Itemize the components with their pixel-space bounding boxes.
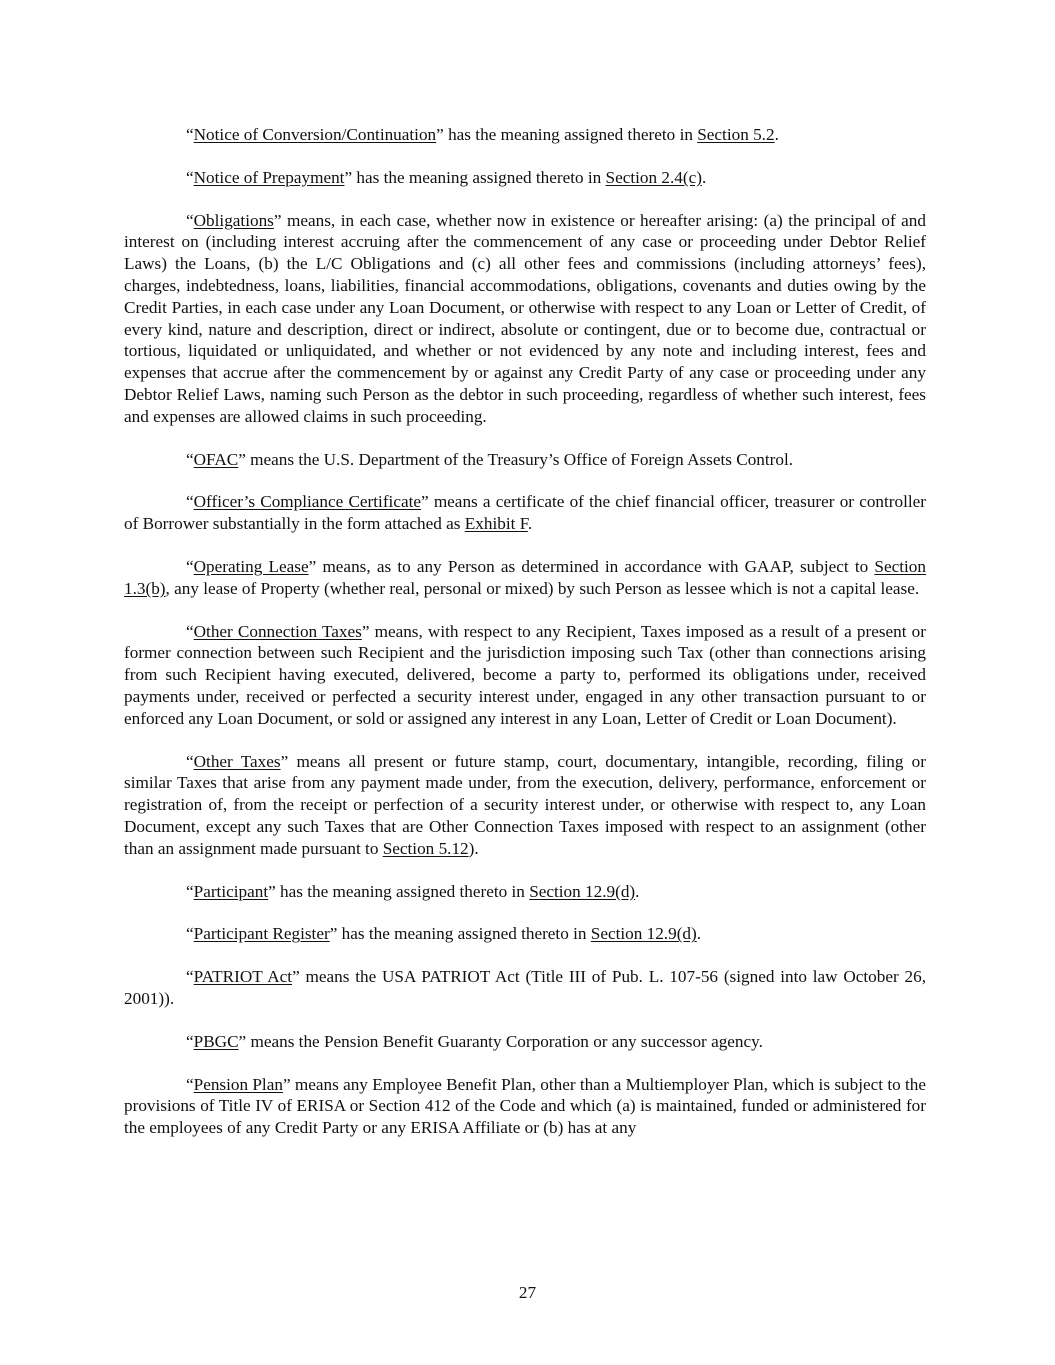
definition-paragraph: “PATRIOT Act” means the USA PATRIOT Act (Title III of Pub. L. 107-56 (signed into law October 26, 2001)). — [124, 967, 926, 1008]
definition-text: ” means, with respect to any Recipient, Taxes imposed as a result of a present or former connection between such Recipient and the jurisdiction imposing such Tax (other than connections arising from such Recipient having executed, delivered, become a party to, performed its obligations under, received payments under, received or perfected a security interest under, engaged in any other transaction pursuant to or enforced any Loan Document, or sold or assigned any interest in any Loan, Letter of Credit or Loan Document). — [124, 621, 926, 728]
cross-reference: Section 5.2 — [697, 125, 775, 144]
defined-term: Other Connection Taxes — [193, 621, 362, 641]
definition-text: ” has the meaning assigned thereto in — [268, 881, 530, 901]
defined-term: Obligations — [193, 210, 274, 230]
definition-text: ” means the USA PATRIOT Act (Title III of Pub. L. 107-56 (signed into law October 26, 2001)). — [124, 967, 926, 1008]
definition-text: ” has the meaning assigned thereto in — [344, 167, 606, 187]
definition-paragraph: “PBGC” means the Pension Benefit Guaranty Corporation or any successor agency. — [186, 1031, 763, 1051]
page-number: 27 — [518, 1283, 537, 1302]
definition-paragraph: “Other Connection Taxes” means, with respect to any Recipient, Taxes imposed as a result of a present or former connection between such Recipient and the jurisdiction imposing such Tax (other than connections arising from such Recipient having executed, delivered, become a party to, performed its obligations under, received payments under, received or perfected a security interest under, engaged in any other transaction pursuant to or enforced any Loan Document, or sold or assigned any interest in any Loan, Letter of Credit or Loan Document). — [124, 621, 926, 728]
cross-reference: Section 1.3(b) — [124, 556, 926, 598]
definition-text: ” means, in each case, whether now in existence or hereafter arising: (a) the principal of and interest on (including interest accruing after the commencement of any case or proceeding under Debtor Relief Laws) the Loans, (b) the L/C Obligations and (c) all other fees and commissions (including attorneys’ fees), charges, indebtedness, loans, liabilities, financial accommodations, obligations, covenants and duties owing by the Credit Parties, in each case under any Loan Document, or otherwise with respect to any Loan or Letter of Credit, of every kind, nature and description, direct or indirect, absolute or contingent, due or to become due, contractual or tortious, liquidated or unliquidated, and whether or not evidenced by any note and including interest, fees and expenses that accrue after the commencement by or against any Credit Party of any case or proceeding under any Debtor Relief Laws, naming such Person as the debtor in such proceeding, regardless of whether such interest, fees and expenses are allowed claims in such proceeding. — [124, 210, 926, 426]
defined-term: PATRIOT Act — [193, 967, 293, 987]
definition-paragraph: “OFAC” means the U.S. Department of the Treasury’s Office of Foreign Assets Control. — [186, 449, 794, 469]
cross-reference: Section 12.9(d) — [529, 881, 636, 901]
defined-term: Participant — [193, 881, 269, 901]
defined-term: Notice of Conversion/Continuation — [193, 125, 437, 144]
defined-term: PBGC — [193, 1031, 239, 1051]
defined-term: Participant Register — [193, 924, 330, 944]
definition-text: ” has the meaning assigned thereto in — [436, 125, 698, 144]
definition-paragraph: “Obligations” means, in each case, whether now in existence or hereafter arising: (a) the principal of and interest on (including interest accruing after the commencement of any case or proceeding under Debtor Relief Laws) the Loans, (b) the L/C Obligations and (c) all other fees and commissions (including attorneys’ fees), charges, indebtedness, loans, liabilities, financial accommodations, obligations, covenants and duties owing by the Credit Parties, in each case under any Loan Document, or otherwise with respect to any Loan or Letter of Credit, of every kind, nature and description, direct or indirect, absolute or contingent, due or to become due, contractual or tortious, liquidated or unliquidated, and whether or not evidenced by any note and including interest, fees and expenses that accrue after the commencement by or against any Credit Party of any case or proceeding under any Debtor Relief Laws, naming such Person as the debtor in such proceeding, regardless of whether such interest, fees and expenses are allowed claims in such proceeding. — [124, 210, 926, 426]
definition-paragraph: “Other Taxes” means all present or future stamp, court, documentary, intangible, recording, filing or similar Taxes that arise from any payment made under, from the execution, delivery, performance, enforcement or registration of, from the receipt or perfection of a security interest under, or otherwise with respect to, any Loan Document, except any such Taxes that are Other Connection Taxes imposed with respect to an assignment (other than an assignment made pursuant to Section 5.12). — [124, 751, 926, 858]
definition-text: ” means, as to any Person as determined in accordance with GAAP, subject to — [308, 556, 875, 576]
cross-reference: Section 5.12 — [382, 838, 469, 858]
definition-text: . — [527, 514, 533, 534]
defined-term: Notice of Prepayment — [193, 167, 345, 187]
definition-paragraph: “Participant Register” has the meaning assigned thereto in Section 12.9(d). — [186, 924, 702, 944]
definition-text: ” means a certificate of the chief financial officer, treasurer or controller of Borrower substantially in the form attached as — [124, 492, 927, 534]
definition-paragraph: “Operating Lease” means, as to any Person as determined in accordance with GAAP, subject to Section 1.3(b), any lease of Property (whether real, personal or mixed) by such Person as lessee which is not a capital lease. — [124, 556, 926, 598]
definition-text: . — [774, 125, 779, 144]
defined-term: Other Taxes — [193, 751, 281, 771]
definition-text: ” means any Employee Benefit Plan, other than a Multiemployer Plan, which is subject to the provisions of Title IV of ERISA or Section 412 of the Code and which (a) is maintained, funded or administered for the employees of any Credit Party or any ERISA Affiliate or (b) has at any — [124, 1074, 926, 1138]
defined-term: Pension Plan — [193, 1074, 283, 1094]
definition-paragraph: “Participant” has the meaning assigned thereto in Section 12.9(d). — [186, 881, 640, 901]
definition-paragraph: “Officer’s Compliance Certificate” means a certificate of the chief financial officer, treasurer or controller of Borrower substantially in the form attached as Exhibit F. — [124, 492, 927, 534]
definition-text: . — [696, 924, 702, 944]
defined-term: Operating Lease — [193, 556, 309, 576]
definition-text: . — [635, 881, 640, 901]
definition-text: ). — [468, 838, 479, 858]
defined-term: Officer’s Compliance Certificate — [193, 492, 421, 512]
definition-text: , any lease of Property (whether real, personal or mixed) by such Person as lessee which is not a capital lease. — [165, 578, 920, 598]
definition-paragraph: “Notice of Prepayment” has the meaning assigned thereto in Section 2.4(c). — [186, 167, 707, 187]
definition-text: ” means all present or future stamp, court, documentary, intangible, recording, filing or similar Taxes that arise from any payment made under, from the execution, delivery, performance, enforcement or registration of, from the receipt or perfection of a security interest under, or otherwise with respect to, any Loan Document, except any such Taxes that are Other Connection Taxes imposed with respect to an assignment (other than an assignment made pursuant to — [124, 751, 926, 858]
definition-paragraph: “Pension Plan” means any Employee Benefit Plan, other than a Multiemployer Plan, which is subject to the provisions of Title IV of ERISA or Section 412 of the Code and which (a) is maintained, funded or administered for the employees of any Credit Party or any ERISA Affiliate or (b) has at any — [124, 1074, 926, 1138]
definition-paragraph: “Notice of Conversion/Continuation” has the meaning assigned thereto in Section 5.2. — [186, 125, 779, 144]
cross-reference: Section 12.9(d) — [590, 924, 697, 944]
definition-text: ” means the U.S. Department of the Treasury’s Office of Foreign Assets Control. — [238, 449, 794, 469]
definition-text: ” has the meaning assigned thereto in — [329, 924, 591, 944]
cross-reference: Exhibit F — [464, 514, 528, 534]
definition-text: ” means the Pension Benefit Guaranty Corporation or any successor agency. — [238, 1031, 763, 1051]
cross-reference: Section 2.4(c) — [605, 167, 702, 187]
definition-text: . — [701, 167, 707, 187]
defined-term: OFAC — [193, 449, 239, 469]
definitions-list — [124, 124, 926, 1160]
